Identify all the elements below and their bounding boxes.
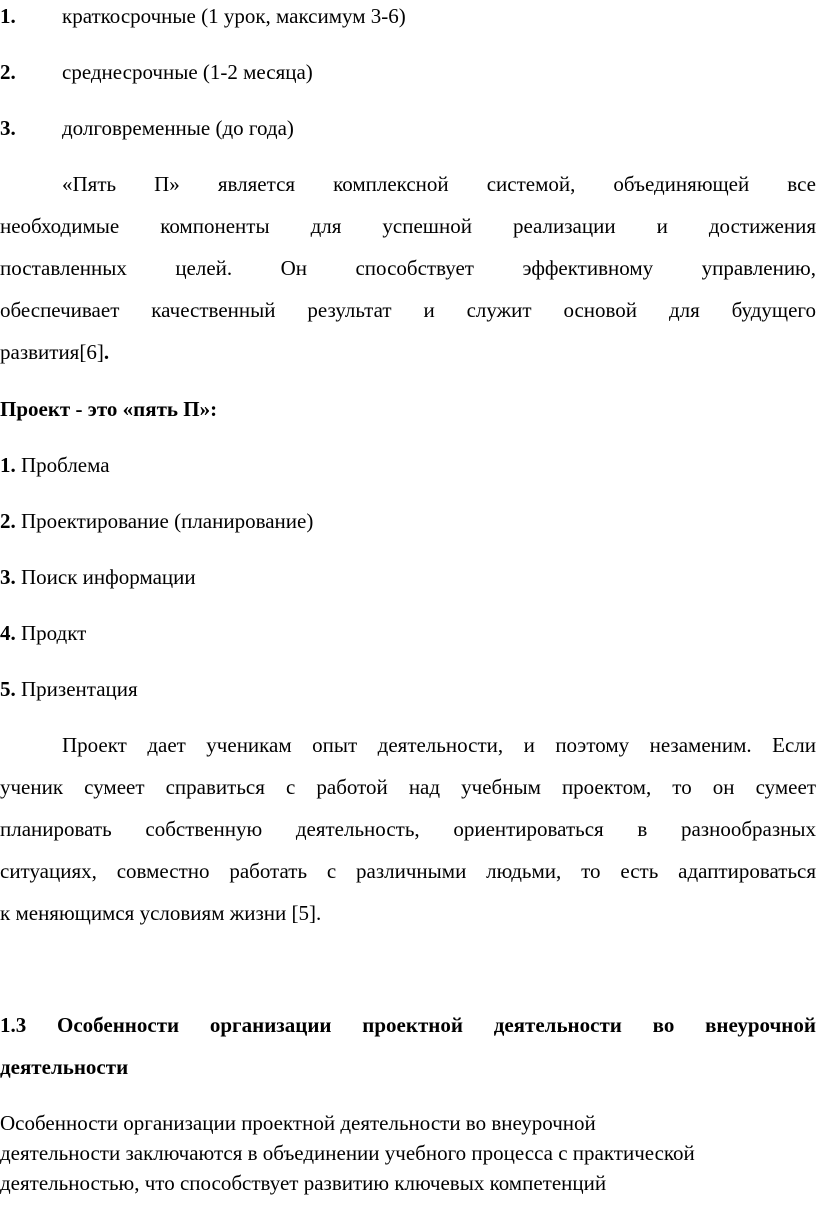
five-p-item-2 bbox=[0, 507, 816, 535]
para1-line-4: обеспечивает качественный результат и служит основой для будущего bbox=[0, 298, 816, 322]
para1-line-2: необходимые компоненты для успешной реализации и достижения bbox=[0, 214, 816, 238]
term-item-3 bbox=[0, 114, 816, 142]
para2-line-5: к меняющимся условиям жизни [5]. bbox=[0, 901, 322, 925]
item-number: 1. bbox=[0, 453, 16, 477]
five-p-item-5 bbox=[0, 675, 816, 703]
section-heading-line-1: 1.3 Особенности организации проектной деятельности во внеурочной bbox=[0, 1013, 816, 1037]
para1-line-1: «Пять П» является комплексной системой, объединяющей все bbox=[62, 172, 816, 196]
para1-line-3: поставленных целей. Он способствует эффективному управлению, bbox=[0, 256, 816, 280]
term-number: 1. bbox=[0, 4, 16, 28]
item-number: 3. bbox=[0, 565, 16, 589]
item-text: Поиск информации bbox=[15, 565, 196, 589]
term-text: краткосрочные (1 урок, максимум 3-6) bbox=[62, 4, 406, 28]
item-text: Проблема bbox=[15, 453, 110, 477]
item-number: 2. bbox=[0, 509, 16, 533]
item-text: Призентация bbox=[15, 677, 138, 701]
para2-line-1: Проект дает ученикам опыт деятельности, и поэтому незаменим. Если bbox=[62, 733, 816, 757]
term-number: 2. bbox=[0, 60, 16, 84]
para2-line-4: ситуациях, совместно работать с различными людьми, то есть адаптироваться bbox=[0, 859, 816, 883]
para1-last-text: развития[6] bbox=[0, 340, 104, 364]
term-item-1 bbox=[0, 2, 816, 30]
term-text: долговременные (до года) bbox=[62, 116, 294, 140]
five-p-item-4 bbox=[0, 619, 816, 647]
para3-line-1: Особенности организации проектной деятельности во внеурочной bbox=[0, 1111, 596, 1135]
para1-last-period: . bbox=[103, 340, 110, 364]
five-p-item-3 bbox=[0, 563, 816, 591]
item-number: 4. bbox=[0, 621, 16, 645]
para2-line-3: планировать собственную деятельность, ориентироваться в разнообразных bbox=[0, 817, 816, 841]
five-p-heading: Проект - это «пять П»: bbox=[0, 397, 218, 421]
item-text: Продкт bbox=[15, 621, 87, 645]
item-number: 5. bbox=[0, 677, 16, 701]
para2-line-2: ученик сумеет справиться с работой над учебным проектом, то он сумеет bbox=[0, 775, 816, 799]
item-text: Проектирование (планирование) bbox=[15, 509, 314, 533]
term-item-2 bbox=[0, 58, 816, 86]
para3-line-2: деятельности заключаются в объединении учебного процесса с практической bbox=[0, 1141, 695, 1165]
section-heading-line-2: деятельности bbox=[0, 1055, 129, 1079]
para1-line-5 bbox=[0, 338, 816, 366]
term-number: 3. bbox=[0, 116, 16, 140]
five-p-item-1 bbox=[0, 451, 816, 479]
para3-line-3: деятельностью, что способствует развитию ключевых компетенций bbox=[0, 1171, 607, 1195]
term-text: среднесрочные (1-2 месяца) bbox=[62, 60, 313, 84]
